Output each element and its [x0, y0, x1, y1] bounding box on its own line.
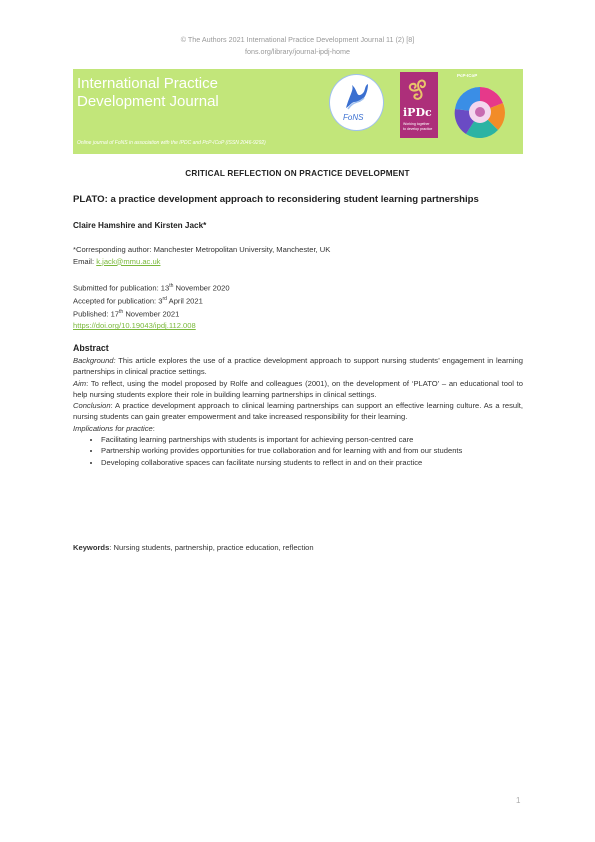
section-heading: CRITICAL REFLECTION ON PRACTICE DEVELOPMENT	[185, 169, 410, 178]
doi-link[interactable]: https://doi.org/10.19043/ipdj.112.008	[73, 321, 196, 331]
journal-header	[0, 34, 595, 58]
copyright-line: © The Authors 2021 International Practice Development Journal 11 (2) [8]	[180, 35, 415, 44]
corresponding-author: *Corresponding author: Manchester Metropolitan University, Manchester, UK	[73, 245, 331, 254]
journal-title: International Practice Development Journal	[77, 75, 219, 110]
list-item: • Facilitating learning partnerships with students is important for achieving person-centred care	[101, 434, 523, 445]
fons-wave-icon	[342, 82, 370, 112]
publication-dates	[73, 281, 230, 332]
list-item: • Partnership working provides opportunities for true collaboration and for learning with and from our students	[101, 445, 523, 456]
published-date: Published: 17th November 2021	[73, 309, 180, 319]
abstract-body	[73, 355, 523, 468]
ipdc-tagline: Working together to develop practice	[403, 122, 433, 131]
email-link[interactable]: k.jack@mmu.ac.uk	[96, 256, 161, 266]
correspondence-block	[73, 244, 330, 267]
list-item: • Developing collaborative spaces can facilitate nursing students to reflect in and on their practice	[101, 457, 523, 468]
abstract-heading: Abstract	[73, 343, 109, 353]
abstract-aim: Aim: To reflect, using the model proposed by Rolfe and colleagues (2001), on the development of ‘PLATO’ – an educational tool to help nursing students explore their role in building learning partnerships in clinical settings.	[73, 378, 523, 399]
implications-list	[73, 434, 523, 468]
journal-url: fons.org/library/journal-ipdj-home	[244, 47, 351, 56]
submitted-date: Submitted for publication: 13th November 2020	[73, 283, 230, 293]
ipdc-logo-text: iPDc	[403, 106, 432, 119]
article-title: PLATO: a practice development approach to reconsidering student learning partnerships	[73, 194, 479, 205]
abstract-implications-label: Implications for practice:	[73, 423, 155, 433]
pcp-icop-logo-icon	[452, 81, 508, 143]
abstract-background: Background: This article explores the use of a practice development approach to support nursing students’ engagement in learning partnerships in clinical practice settings.	[73, 356, 523, 377]
fons-logo	[329, 74, 384, 131]
triskelion-icon	[405, 76, 433, 102]
ipdc-logo	[400, 72, 438, 138]
page-number: 1	[516, 796, 521, 805]
abstract-conclusion: Conclusion: A practice development approach to clinical learning partnerships can support an effective learning culture. As a result, nursing students can gain greater empowerment and take increased responsibility for their learning.	[73, 401, 523, 422]
journal-banner	[73, 69, 523, 154]
pcp-icop-label: PcP-ICoP	[457, 73, 478, 78]
email-line: Email: k.jack@mmu.ac.uk	[73, 256, 161, 266]
doi-line	[73, 320, 230, 332]
fons-logo-text: FoNS	[343, 113, 364, 122]
keywords: Keywords: Nursing students, partnership, practice education, reflection	[73, 543, 314, 552]
accepted-date: Accepted for publication: 3rd April 2021	[73, 296, 203, 306]
journal-subtitle: Online journal of FoNS in association with the IPDC and PcP-ICoP (ISSN 2046-9292)	[77, 140, 266, 146]
authors: Claire Hamshire and Kirsten Jack*	[73, 221, 207, 230]
